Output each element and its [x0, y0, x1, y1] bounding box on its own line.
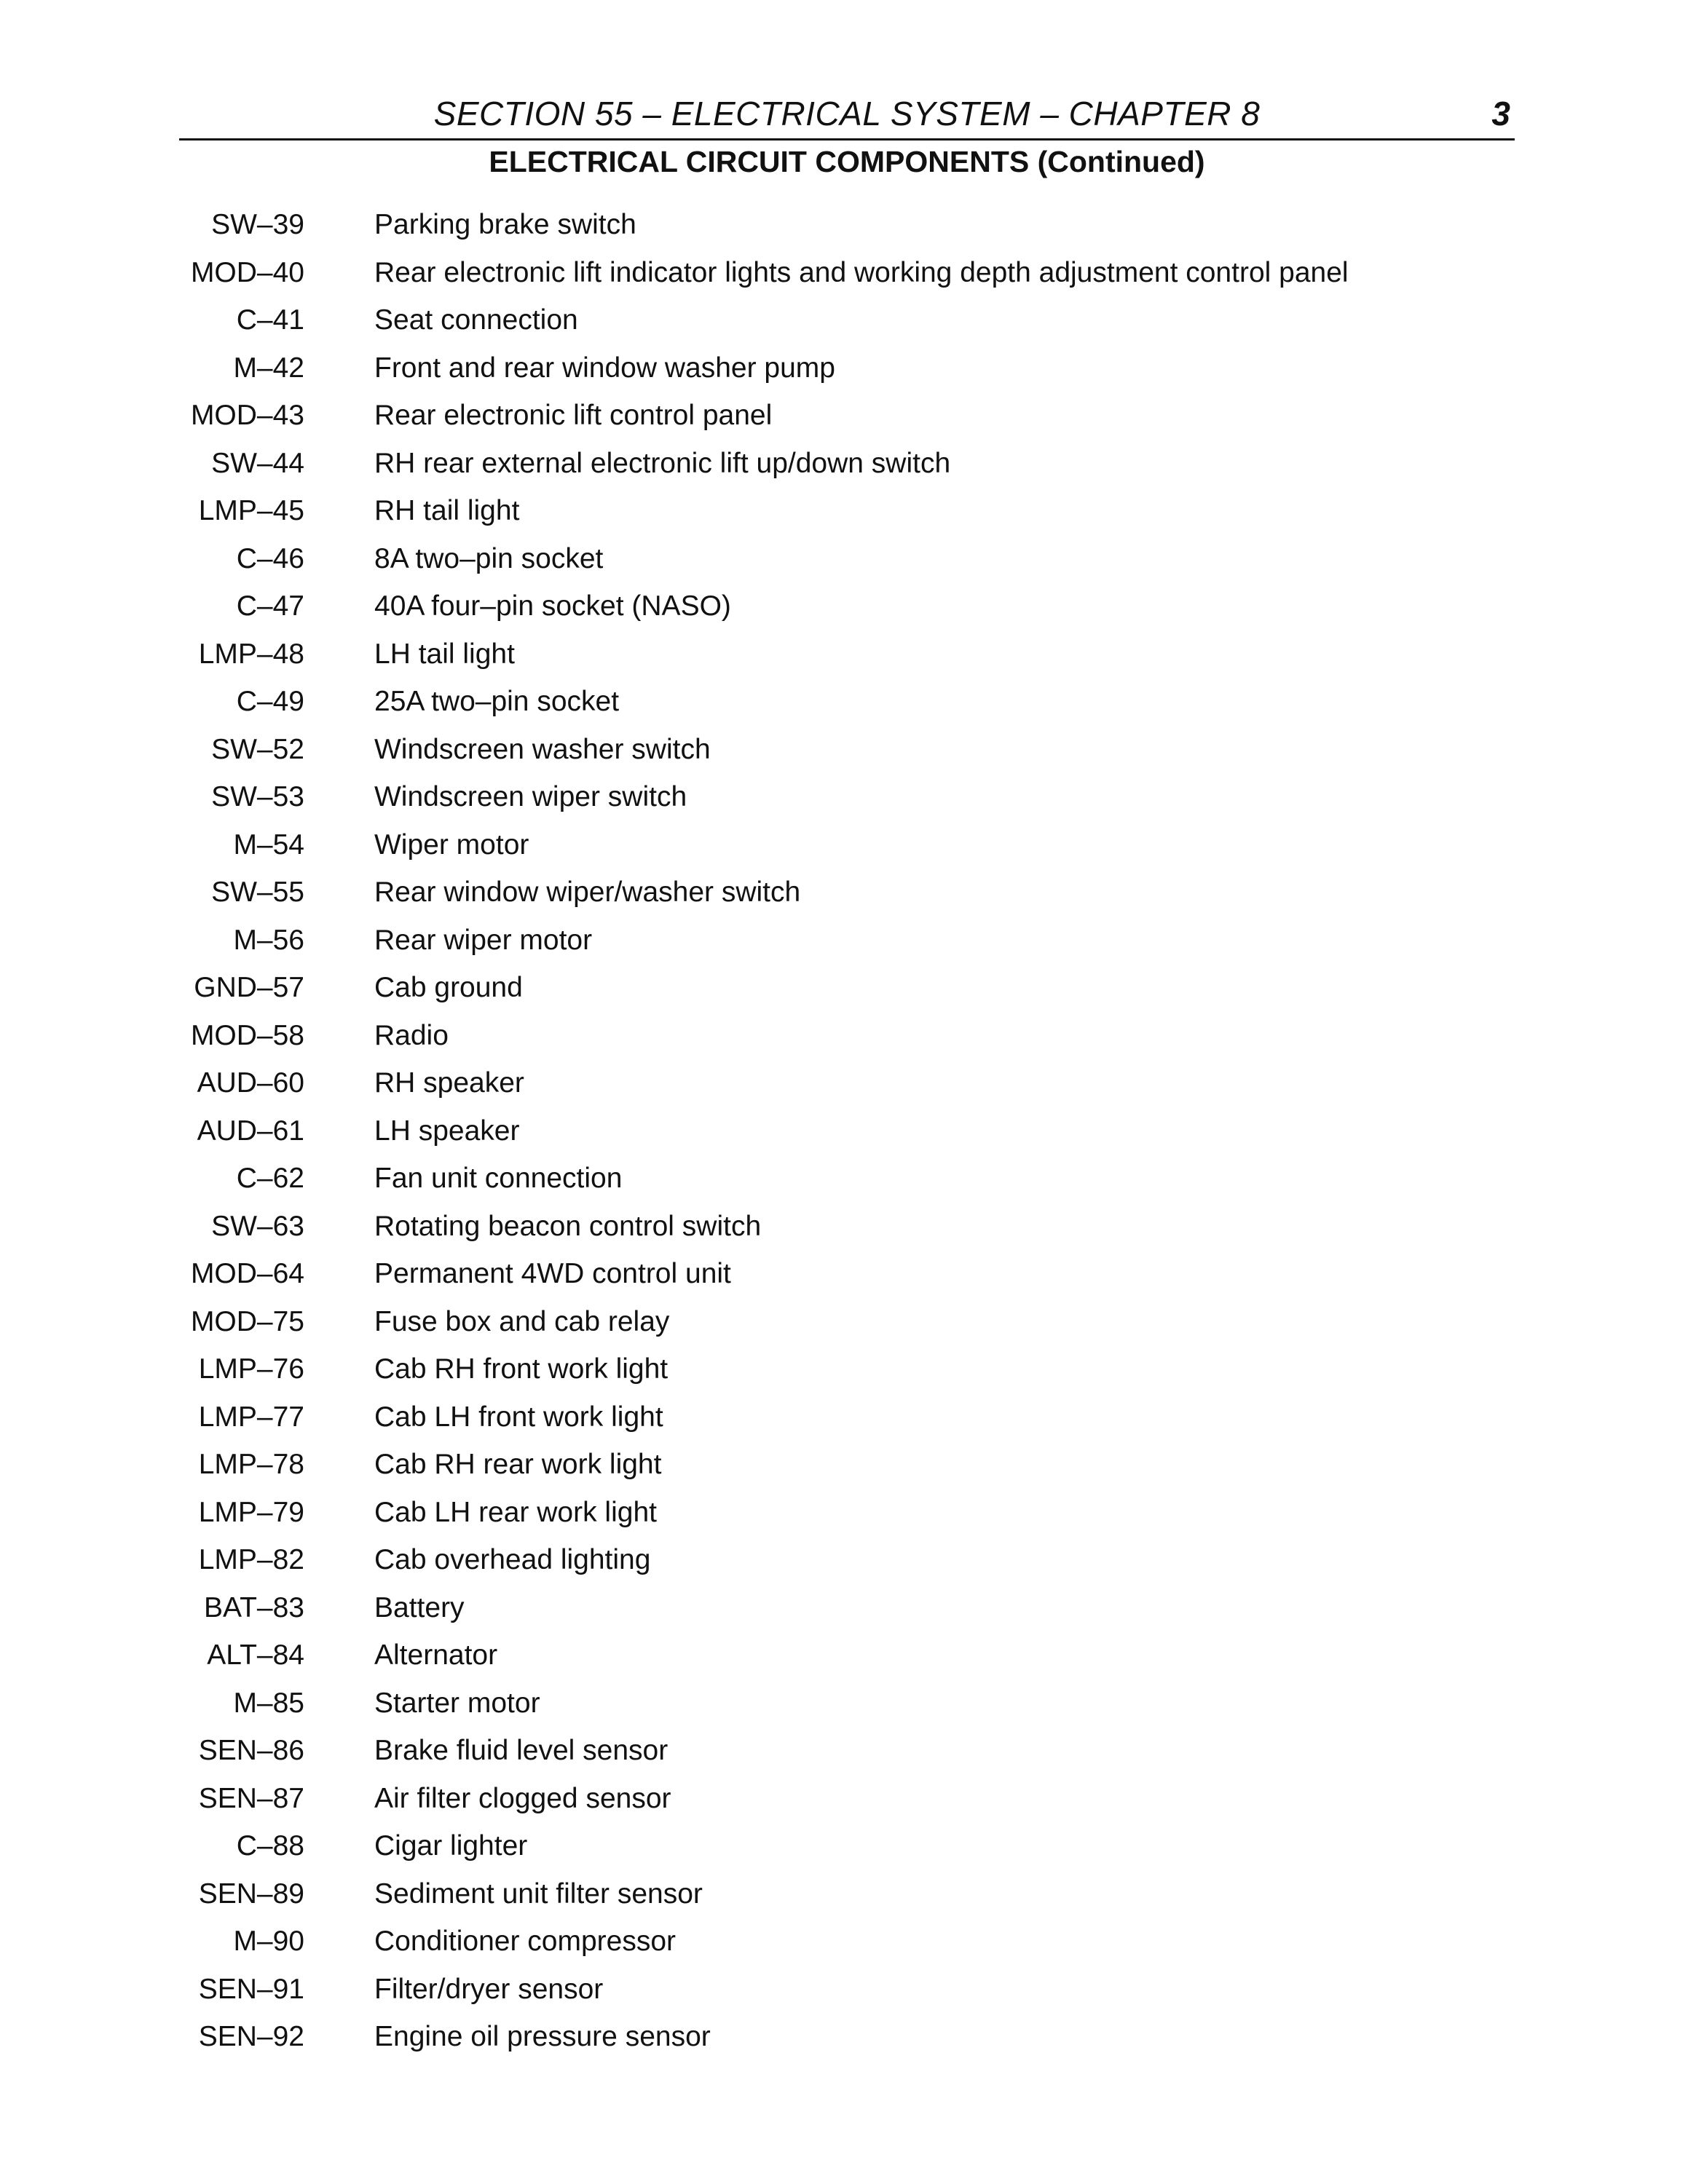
- component-code: SW–44: [211, 447, 304, 479]
- list-item: [0, 684, 1688, 732]
- component-code: C–49: [236, 686, 304, 717]
- page-number: 3: [1491, 95, 1510, 132]
- component-description: Alternator: [374, 1639, 498, 1671]
- component-description: Battery: [374, 1591, 465, 1623]
- component-code: LMP–76: [198, 1353, 304, 1385]
- component-code: MOD–40: [190, 256, 304, 288]
- component-code: SW–39: [211, 209, 304, 240]
- component-description: Cigar lighter: [374, 1830, 528, 1861]
- component-code: ALT–84: [207, 1639, 304, 1671]
- list-item: [0, 1733, 1688, 1781]
- component-description: Cab LH rear work light: [374, 1496, 657, 1528]
- component-description: Rear window wiper/washer switch: [374, 877, 801, 908]
- list-item: [0, 1400, 1688, 1448]
- component-code: SEN–91: [198, 1973, 304, 2005]
- component-description: 25A two–pin socket: [374, 686, 620, 717]
- list-item: [0, 351, 1688, 399]
- component-code: M–42: [233, 352, 304, 384]
- component-code: LMP–45: [198, 495, 304, 526]
- list-item: [0, 732, 1688, 780]
- component-code: C–46: [236, 542, 304, 574]
- component-code: M–54: [233, 828, 304, 860]
- page-subtitle: ELECTRICAL CIRCUIT COMPONENTS (Continued): [489, 145, 1205, 178]
- component-code: MOD–64: [190, 1258, 304, 1289]
- component-description: Fan unit connection: [374, 1163, 623, 1194]
- list-item: [0, 970, 1688, 1018]
- list-item: [0, 303, 1688, 351]
- list-item: [0, 398, 1688, 446]
- component-code: M–90: [233, 1926, 304, 1957]
- component-description: Cab overhead lighting: [374, 1544, 651, 1575]
- component-code: C–47: [236, 590, 304, 622]
- list-item: [0, 446, 1688, 494]
- component-description: Cab ground: [374, 972, 523, 1003]
- component-description: Rear wiper motor: [374, 924, 593, 956]
- component-description: RH rear external electronic lift up/down switch: [374, 447, 951, 479]
- component-description: Rotating beacon control switch: [374, 1210, 762, 1242]
- list-item: [0, 1114, 1688, 1162]
- list-item: [0, 207, 1688, 256]
- list-item: [0, 637, 1688, 685]
- list-item: [0, 1066, 1688, 1114]
- list-item: [0, 1447, 1688, 1495]
- component-code: MOD–43: [190, 400, 304, 431]
- list-item: [0, 828, 1688, 876]
- list-item: [0, 1686, 1688, 1734]
- component-code: SW–63: [211, 1210, 304, 1242]
- section-title: SECTION 55 – ELECTRICAL SYSTEM – CHAPTER 8: [433, 95, 1261, 132]
- list-item: [0, 1877, 1688, 1925]
- component-description: Cab LH front work light: [374, 1401, 663, 1433]
- component-code: M–85: [233, 1687, 304, 1719]
- component-description: Sediment unit filter sensor: [374, 1878, 703, 1910]
- list-item: [0, 1209, 1688, 1257]
- list-item: [0, 1924, 1688, 1972]
- list-item: [0, 1257, 1688, 1305]
- component-code: C–41: [236, 304, 304, 336]
- component-description: Brake fluid level sensor: [374, 1735, 669, 1766]
- component-description: Conditioner compressor: [374, 1926, 677, 1957]
- component-description: Windscreen wiper switch: [374, 781, 687, 812]
- component-description: LH speaker: [374, 1115, 520, 1147]
- list-item: [0, 1543, 1688, 1591]
- component-code: C–62: [236, 1163, 304, 1194]
- component-description: 40A four–pin socket (NASO): [374, 590, 731, 622]
- component-code: BAT–83: [203, 1591, 304, 1623]
- component-description: Seat connection: [374, 304, 578, 336]
- list-item: [0, 1972, 1688, 2020]
- header-divider: [179, 138, 1515, 141]
- component-description: 8A two–pin socket: [374, 542, 604, 574]
- component-description: Starter motor: [374, 1687, 540, 1719]
- list-item: [0, 1305, 1688, 1353]
- component-code: SW–52: [211, 733, 304, 765]
- list-item: [0, 1352, 1688, 1400]
- component-code: LMP–48: [198, 638, 304, 670]
- list-item: [0, 1161, 1688, 1209]
- component-description: Filter/dryer sensor: [374, 1973, 604, 2005]
- component-description: RH speaker: [374, 1067, 524, 1099]
- list-item: [0, 923, 1688, 971]
- component-code: LMP–77: [198, 1401, 304, 1433]
- component-code: LMP–78: [198, 1449, 304, 1480]
- list-item: [0, 1591, 1688, 1639]
- list-item: [0, 1781, 1688, 1829]
- list-item: [0, 1018, 1688, 1067]
- component-description: Parking brake switch: [374, 209, 636, 240]
- component-code: SEN–92: [198, 2021, 304, 2052]
- component-code: SEN–86: [198, 1735, 304, 1766]
- component-code: GND–57: [194, 972, 304, 1003]
- component-description: Rear electronic lift control panel: [374, 400, 773, 431]
- component-code: AUD–60: [197, 1067, 304, 1099]
- component-description: Windscreen washer switch: [374, 733, 711, 765]
- page-header: [179, 86, 1515, 141]
- component-description: Rear electronic lift indicator lights and working depth adjustment control panel: [374, 256, 1349, 288]
- list-item: [0, 494, 1688, 542]
- list-item: [0, 875, 1688, 923]
- component-code: MOD–75: [190, 1305, 304, 1337]
- component-code: MOD–58: [190, 1019, 304, 1051]
- component-list: [0, 207, 1688, 2068]
- list-item: [0, 780, 1688, 828]
- component-code: SW–53: [211, 781, 304, 812]
- component-description: LH tail light: [374, 638, 515, 670]
- component-code: M–56: [233, 924, 304, 956]
- component-description: Front and rear window washer pump: [374, 352, 835, 384]
- component-code: SEN–89: [198, 1878, 304, 1910]
- list-item: [0, 2019, 1688, 2068]
- component-description: Fuse box and cab relay: [374, 1305, 670, 1337]
- component-code: C–88: [236, 1830, 304, 1861]
- component-description: Radio: [374, 1019, 449, 1051]
- component-code: LMP–82: [198, 1544, 304, 1575]
- component-code: SW–55: [211, 877, 304, 908]
- list-item: [0, 542, 1688, 590]
- component-code: SEN–87: [198, 1782, 304, 1814]
- list-item: [0, 256, 1688, 304]
- list-item: [0, 1829, 1688, 1877]
- list-item: [0, 1638, 1688, 1686]
- list-item: [0, 589, 1688, 637]
- component-description: Engine oil pressure sensor: [374, 2021, 711, 2052]
- component-description: Permanent 4WD control unit: [374, 1258, 731, 1289]
- list-item: [0, 1495, 1688, 1543]
- component-code: AUD–61: [197, 1115, 304, 1147]
- component-description: Cab RH rear work light: [374, 1449, 662, 1480]
- component-description: Cab RH front work light: [374, 1353, 669, 1385]
- component-description: RH tail light: [374, 495, 520, 526]
- component-description: Wiper motor: [374, 828, 529, 860]
- component-description: Air filter clogged sensor: [374, 1782, 671, 1814]
- component-code: LMP–79: [198, 1496, 304, 1528]
